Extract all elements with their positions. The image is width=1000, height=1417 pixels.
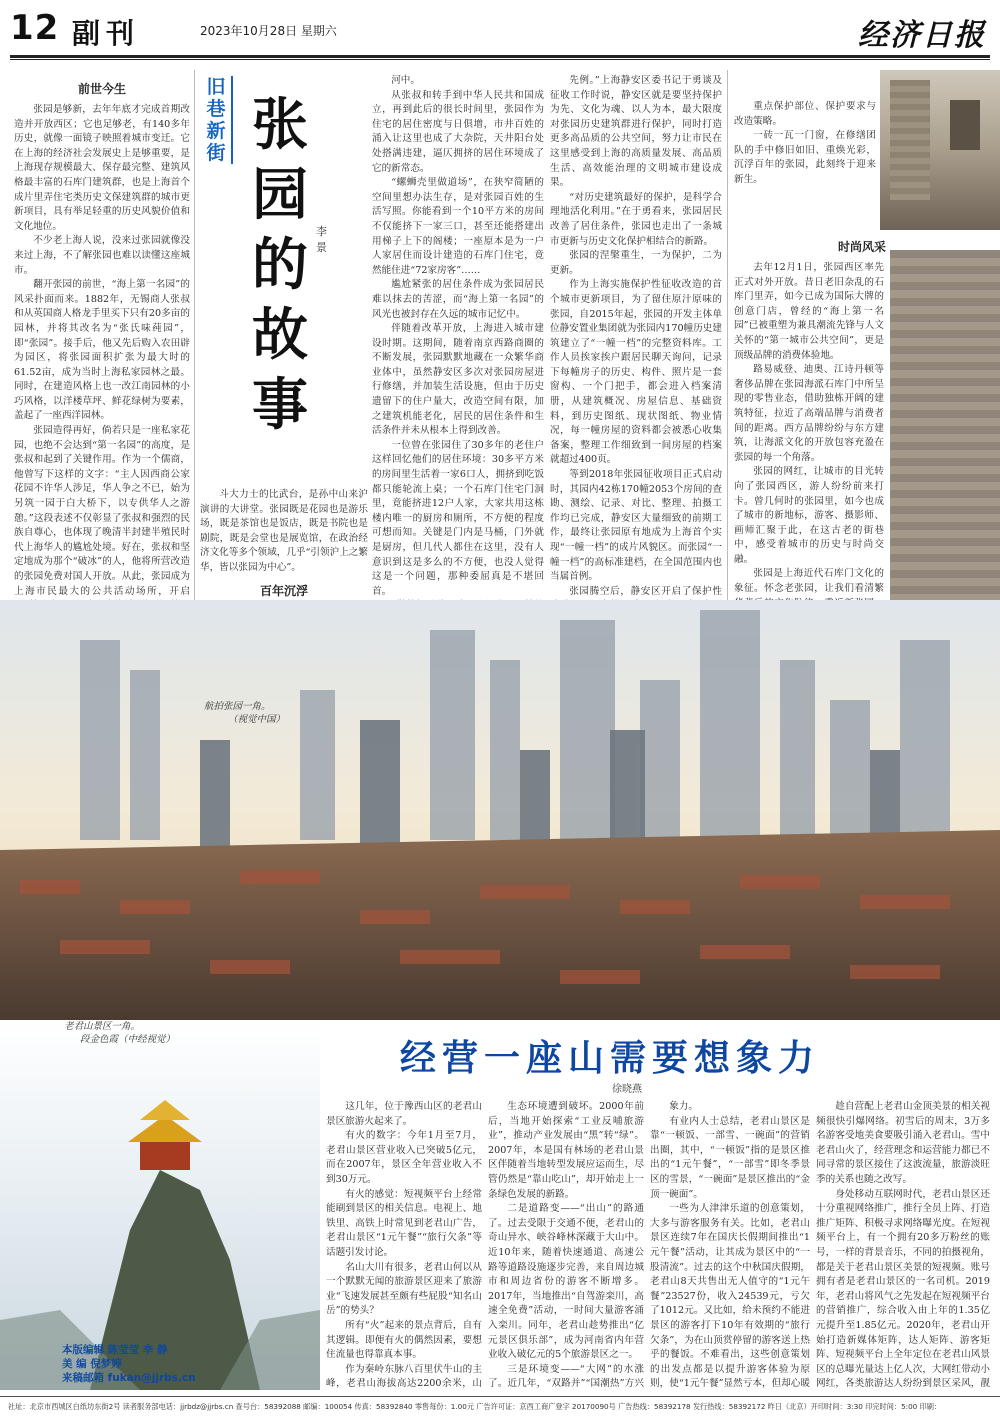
paragraph: 张园的网红，让城市的目光转向了张园西区，游人纷纷前来打卡。曾几何时的张园里，如今也成了城市的新地标，游客、摄影师、画师汇聚于此，在这古老的街巷中，感受着城市的历史与时尚交融。: [734, 466, 884, 565]
editor-line: 本版编辑 陈莹莹 李 静: [62, 1344, 168, 1356]
paragraph: 路易威登、迪奥、江诗丹顿等奢侈品牌在张园海派石库门中所呈现的零售业态，借助独栋开阔的建筑特征，拉近了高端品牌与消费者间的距离。西方品牌纷纷与东方建筑，让海派文化的开放包容充盈在张园的每一个角落。: [734, 364, 884, 463]
submission-email: 来稿邮箱 fukan@jjrbs.cn: [62, 1372, 196, 1384]
section-heading: 前世今生: [77, 82, 126, 96]
column-tag-rule: [231, 76, 233, 164]
paragraph: 作为秦岭东脉八百里伏牛山的主峰，老君山海拔高达2200余米，山: [326, 1363, 482, 1390]
paragraph: 二是道路变——“出山”的路通了。过去受限于交通不便，老君山的奇山异水、峡谷峰林深藏于大山中。近10年来，随着快速通道、高速公路等道路设施逐步完善，来自周边城市和周边省份的游客不断增多。2017年，当地推出“自驾游栾川，高速全免费”活动，一时间大量游客涌入栾川。同年，老君山趁势推出“亿元景区俱乐部”，成为河南省内年营业收入破亿元的5个旅游景区之一。: [488, 1203, 644, 1361]
paragraph: “螺蛳壳里做道场”，在狭窄简陋的空间里想办法生存，是对张园百姓的生活写照。你能看到一个10平方米的房间不仅能挤下一家三口，甚至还能搭建出用梯子上下的阁楼；一座原本是为一户人家居住而设计建造的石库门住宅，竟然能住进“72家房客”……: [372, 177, 544, 276]
paragraph: 伴随着改革开放，上海进入城市建设时期。这期间，随着南京西路商圈的不断发展，张园默默地藏在一众繁华商业体中，虽然静安区多次对张园房屋进行修缮，并加装生活设施，但由于历史遗留下的住户量大，改造空间有限，加之建筑机能老化，居民的居住条件和生活条件并未从根本上得到改善。: [372, 323, 544, 437]
paragraph: 尴尬紧张的居住条件成为张园居民难以抹去的苦涩，而“海上第一名园”的风光也被封存在久远的城市记忆中。: [372, 279, 544, 320]
article-column-mid3: [550, 74, 722, 630]
paragraph: 斗大力士的比武台，是孙中山来沪演讲的大讲堂。张园既是花园也是游乐场，既是茶馆也是饭店，既是书院也是剧院，既是会堂也是展览馆，在政治经济文化等多个领域，几乎“引领沪上之繁华，皆以张园为中心”。: [200, 489, 368, 573]
article-column-right-top: [734, 100, 876, 230]
section-heading: 时尚风采: [837, 240, 886, 254]
paragraph: 先例。”上海静安区委书记于勇谈及征收工作时说，静安区就是要坚持保护为先、文化为魂、以人为本，最大限度对张园历史建筑群进行保护，同时打造更多高品质的公共空间，努力让市民在这里感受到上海的高质量发展、高品质生活、高效能治理的文明城市建设成果。: [550, 75, 722, 189]
paragraph: 生态环境遭到破坏。2000年前后，当地开始探索“工业反哺旅游业”，推动产业发展由“黑”转“绿”。2007年，本是国有林场的老君山景区伴随着当地转型发展应运而生，尽管仍然是“靠山吃山”，却开始走上一条绿色发展的新路。: [488, 1101, 644, 1200]
brick-wall-graphic: [890, 80, 930, 200]
article2-column-2: [488, 1100, 644, 1392]
paragraph: 重点保护部位、保护要求与改造策略。: [734, 101, 876, 127]
article2-column-4: [816, 1100, 990, 1392]
paragraph: 张园的涅槃重生，一为保护，二为更新。: [550, 250, 722, 276]
article2-column-1: [326, 1100, 482, 1392]
article-title: 经营一座山需要想象力: [400, 1037, 821, 1079]
mountain-temple-photo: [0, 1020, 320, 1390]
paragraph: 象力。: [669, 1101, 698, 1112]
paragraph: 张园造得再好，倘若只是一座私家花园，也绝不会达到“第一名园”的高度，是张叔和起到了关键作用。作为一个儒商，他曾写下这样的文字：“主人因西商公家花园不许华人涉足，华人争之不已，始为另筑一园于白大桥下，以专供华人之游憩。”这段表述不仅彰显了张叔和强烈的民族自尊心，也体现了晚清半封建半殖民时代上海华人的尴尬处境。好在，张叔和坚定地成为那个“破冰”的人，他将所营改造的张园免费对国人开放。从此，张园成为上海市民最大的公共活动场所，开启: [14, 425, 190, 597]
section-heading: 百年沉浮: [259, 583, 308, 598]
column-divider: [727, 70, 728, 630]
city-aerial-photo: [0, 600, 1000, 1020]
designer-line: 美 编 倪梦婷: [62, 1358, 122, 1370]
paragraph: 等到2018年张园征收项目正式启动时，其园内42栋170幢2053个房间的查勘、测绘、记录、对比、整理、拍摄工作均已完成，静安区大量细致的前期工作，最终让张园原有地成为上海首个实现“一幢一档”的成片风貌区。而张园“一幢一档”的高标准建档，在全国范围内也当属首例。: [550, 469, 722, 583]
paragraph: 一砖一瓦一门窗，在修缮团队的手中修旧如旧、重焕光彩，沉浮百年的张园，此刻终于迎来新生。: [734, 130, 876, 185]
issue-date: 2023年10月28日 星期六: [200, 24, 337, 38]
alley-photo: [880, 70, 1000, 230]
caption-text: 航拍张园一角。: [204, 701, 271, 712]
caption-credit: （视觉中国）: [228, 714, 286, 725]
article-column-mid2: [372, 74, 544, 630]
paragraph: 河中。: [391, 75, 420, 86]
paragraph: 张园是够新，去年年底才完成首期改造并开放西区；它也足够老，有140多年历史，就像一面镜子映照着城市变迁。它在上海的经济社会发展史上是够重要，是上海现存规模最大、保存最完整、建筑风格最丰富的石库门建筑群，也是上海首个成片里弄住宅类历史文保建筑群的城市更新项目，具有举足轻重的历史风貌价值和文化地位。: [14, 104, 190, 232]
city-skyline-graphic: [0, 600, 1000, 1020]
paragraph: 不少老上海人说，没来过张园就像没来过上海，不了解张园也难以读懂这座城市。: [14, 235, 190, 276]
article-author: 徐晓燕: [612, 1084, 642, 1095]
header-rule-thin: [10, 59, 990, 60]
paragraph: 作为上海实施保护性征收改造的首个城市更新项目，为了留住原汁原味的张园，自2015年起，张园的开发主体单位静安置业集团就为张园内170幢历史建筑建立了“一幢一档”的完整资料库。工作人员挨家挨户跟居民聊天询问，记录下每幢房子的历史、构件、照片是一套窗构、一个门把手，都会进入档案清册，从建筑概况、房屋信息、基础资料，到历史图纸、现状图纸、物业情况，每一幢房屋的资料都会被悉心收集备案，整理工作细致到一间房屋的档案就超过400页。: [550, 279, 722, 466]
paragraph: 从张叔和转手到中华人民共和国成立，再到此后的很长时间里，张园作为住宅的居住密度与日俱增，市井百姓的涌入让这里也成了大杂院，天井阳台处处搭满违建，逼仄拥挤的居住环境成了它的新常态。: [372, 89, 544, 174]
paragraph: 趁自营配上老君山金顶美景的相关视频很快引爆网络。初雪后的周末，3万多名游客受地美食要吸引涌入老君山。雪中老君山火了，经营理念和运营能力都已不同寻常的景区接住了这波流量，旅游淡旺季的关系也随之改写。: [816, 1101, 990, 1185]
paragraph: 有火的感觉：短视频平台上经常能刷到景区的相关信息。电视上、地铁里、高铁上时常见到老君山广告，老君山景区“1元午餐”“旅行欠条”等话题引发讨论。: [326, 1188, 482, 1258]
paragraph: 身处移动互联网时代，老君山景区还十分重视网络推广，推行全员上阵、打造推广矩阵、积极寻求网络曝光度。在短视频平台上，有一个拥有20多万粉丝的账号，一样的背景音乐，不同的拍摄视角，都是关于老君山景区美景的短视频。账号拥有者是老君山景区的一名司机。2019年，老君山将风气之先发起在短视频平台的营销推广，综合收入由上年的1.35亿元提升至1.85亿元。2020年，老君山开始打造新媒体矩阵，达人矩阵、游客矩阵、短视频平台上全年定位在老君山风景区的总曝光量达上亿人次，大网红带动小网红，各类旅游达人纷纷到景区采风，靓: [816, 1188, 990, 1390]
article2-column-3: [650, 1100, 810, 1392]
photo-caption: [64, 1020, 204, 1046]
brick-wall-photo: [890, 250, 1000, 610]
article-column-left: [14, 74, 190, 629]
article-author: 李景: [316, 225, 327, 254]
photo-caption: [204, 700, 324, 726]
paragraph: 所有“火”起来的景点背后，自有其逻辑。即便有火的偶然因素，要想住流量也得靠真本事。: [326, 1319, 482, 1361]
caption-credit: 段金色霞（中经视觉）: [80, 1034, 176, 1045]
paragraph: 一位曾在张园住了30多年的老住户这样回忆他们的居住环境：30多平方米的房间里生活着一家6口人，拥挤到吃饭都只能轮流上桌；一个石库门住宅门洞里，竟能挤进12户人家，大家共用这栋楼内唯一的厨房和厕所，不方便的程度可想而知。关键是门内是马桶，门外就是厨房，但几代人都住在这里，没有人意识到这是多么的不方便，也没人觉得这是一个问题，那种委屈真是不堪回首。: [372, 439, 544, 597]
caption-text: 老君山景区一角。: [64, 1021, 141, 1032]
newspaper-logo: 经济日报: [858, 18, 986, 53]
paragraph: 张园腾空后，静安区开启了保护性: [569, 585, 722, 597]
page-number: 12: [10, 8, 60, 48]
mountain-graphic: [0, 1020, 320, 1390]
paragraph: 去年12月1日，张园西区率先正式对外开放。昔日老旧杂乱的石库门里弄，如今已成为国际大牌的创意门店，曾经的“海上第一名园”已被重塑为兼具潮流先锋与人文关怀的“第一城市公共空间”，更是顶级品牌的消费体验地。: [734, 262, 884, 361]
header-rule: [10, 55, 990, 58]
paragraph: “对历史建筑最好的保护，是科学合理地活化利用。”在于勇看来，张园居民改善了居住条件，张园也走出了一条城市更新与历史文化保护相结合的新路。: [550, 191, 722, 247]
page-footer: 社址：北京市西城区白纸坊东街2号 读者服务部电话：jjrbdz@jjrbs.cn 查号台：58392088 邮编：100054 传真：58392840 零售每份：1.00元 广告许可证：京西工商广登字 20170090号 广告热线：58392178 发行热线：58392172 昨日（北京）开印时间：3:30 印完时间：5:00 印刷：: [0, 1396, 1000, 1417]
window-graphic: [950, 100, 980, 150]
paragraph: 三是环境变——“大网”的水涨了。近几年，“双路并”“国潮热”方兴: [488, 1363, 644, 1390]
paragraph: 张园是上海近代石库门文化的象征。怀念老张园，让我们看清繁: [734, 568, 884, 595]
paragraph: 翻开张园的前世，“海上第一名园”的风采扑面而来。1882年，无锡商人张叔和从英国商人格龙手里买下只有20多亩的园林，并将其改名为“张氏味莼园”，即“张园”。接手后，他又先后购入农田辟为园区，将张园面积扩张为最大时的61.52亩，成为当时上海私家园林之最。同时，在建造风格上也一改江南园林的小巧风格，以洋楼草坪、鲜花绿树为要素，盖起了一座西洋园林。: [14, 279, 190, 422]
paragraph: 有业内人士总结，老君山景区是靠“一顿饭、一部雪、一碗面”的营销出圈，其中，“一顿饭”指的是景区推出的“1元午餐”，“一部雪”即冬季景区的雪景，“一碗面”是景区推出的“金顶一碗面”。: [650, 1115, 810, 1200]
column-tag: 旧巷新街: [206, 76, 226, 164]
section-name: 副刊: [72, 17, 141, 50]
paragraph: 有火的数字：今年1月至7月，老君山景区营业收入已突破5亿元，而在2007年，景区全年营业收入不到30万元。: [326, 1130, 482, 1185]
paragraph: 这几年，位于豫西山区的老君山景区旅游火起来了。: [326, 1101, 482, 1127]
paragraph: 名山大川有很多，老君山何以从一个默默无闻的旅游景区迎来了旅游业“飞速发展甚至颇有些屁股“知名山岳”的势头？: [326, 1261, 482, 1317]
editor-credits: [62, 1343, 272, 1385]
article-title: 张园的故事: [252, 92, 308, 438]
paragraph: 一些为人津津乐道的创意策划，大多与游客服务有关。比如，老君山景区连续7年在国庆长假期间推出“1元午餐”活动，让其成为景区中的“一股清流”。过去的这个中秋国庆假期，老君山8天共售出无人值守的“1元午餐”23527份，收入24539元，亏欠了1012元。又比如，给未预约不能进景区的游客打下10年有效期的“旅行欠条”，为在山顶赏停留的游客送上热乎的餐饭。不难看出，这些创意策划的出发点都是以提升游客体验为原则，使“1元午餐”显然亏本，但却心暖: [650, 1203, 810, 1390]
column-divider: [194, 70, 195, 630]
